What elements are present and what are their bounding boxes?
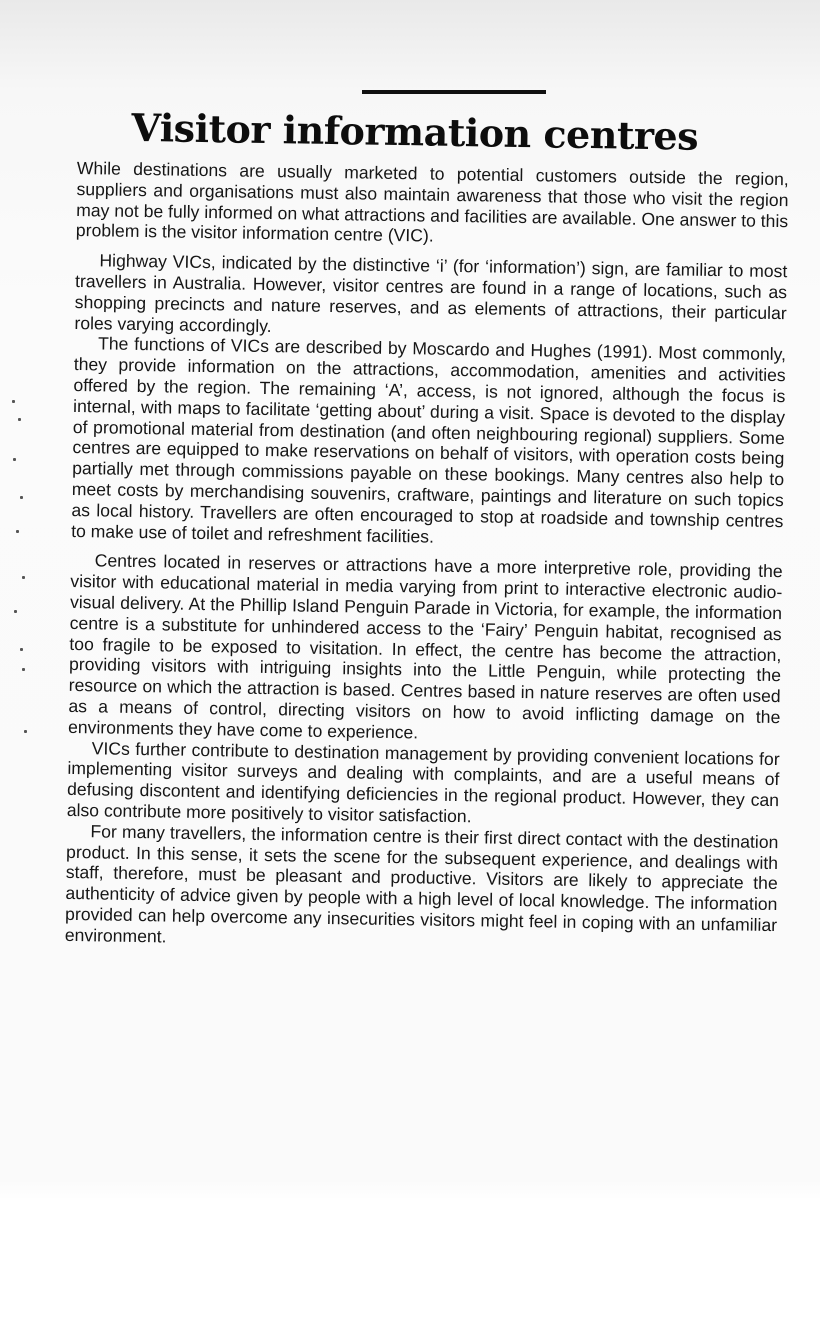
article [65,96,790,957]
paragraph-intro: While destinations are usually marketed to potential customers outside the region, suppliers and organisations must also maintain awareness that those who visit the region may not be fully informed on what attractions and facilities are available. One answer to this problem is the visitor information centre (VIC). [75,157,789,246]
paragraph-highway-vics: Highway VICs, indicated by the distinctive ‘i’ (for ‘information’) sign, are familiar to most travellers in Australia. However, visitor centres are found in a range of locations, such as shopping precincts and nature reserves, and as elements of attractions, their particular roles varying accordingly. [74,250,788,336]
header-rule [362,90,546,94]
paragraph-interpretive-role: Centres located in reserves or attractions have a more interpretive role, providing the visitor with educational material in media varying from print to interactive electronic audio-visual delivery. At the Phillip Island Penguin Parade in Victoria, for example, the information centre is a substitute for unhindered access to the ‘Fairy’ Penguin habitat, recognised as too fragile to be exposed to visitation. In effect, the centre has become the attraction, providing visitors with intriguing insights into the Little Penguin, while protecting the resource on which the attraction is based. Centres based in nature reserves are often used as a means of control, directing visitors on how to avoid inflicting damage on the environments they have come to experience. [67,550,783,743]
paragraph-destination-management: VICs further contribute to destination management by providing convenient locations for implementing visitor surveys and dealing with complaints, and are a useful means of defusing discontent and identifying deficiencies in the regional product. However, they can also contribute more positively to visitor satisfaction. [66,737,780,827]
article-body [65,158,789,957]
paragraph-functions: The functions of VICs are described by Moscardo and Hughes (1991). Most commonly, they provide information on the attractions, accommodation, amenities and activities offered by the region. The remaining ‘A’, access, is not ignored, although the focus is internal, with maps to facilitate ‘getting about’ during a visit. Space is devoted to the display of promotional material from destination (and often neighbouring regional) suppliers. Some centres are equipped to make reservations on behalf of visitors, with operation costs being partially met through commissions payable on these bookings. Many centres also help to meet costs by merchandising souvenirs, craftware, paintings and literature on such topics as local history. Travellers are often encouraged to stop at roadside and township centres to make use of toilet and refreshment facilities. [71,333,787,547]
article-title: Visitor information centres [131,104,699,159]
paragraph-first-contact: For many travellers, the information centre is their first direct contact with the destination product. In this sense, it sets the scene for the subsequent experience, and dealings with staff, therefore, must be pleasant and productive. Visitors are likely to appreciate the authenticity of advice given by people with a high level of local knowledge. The information provided can help overcome any insecurities visitors might feel in coping with an unfamiliar environment. [64,820,779,947]
margin-marks [10,400,30,780]
